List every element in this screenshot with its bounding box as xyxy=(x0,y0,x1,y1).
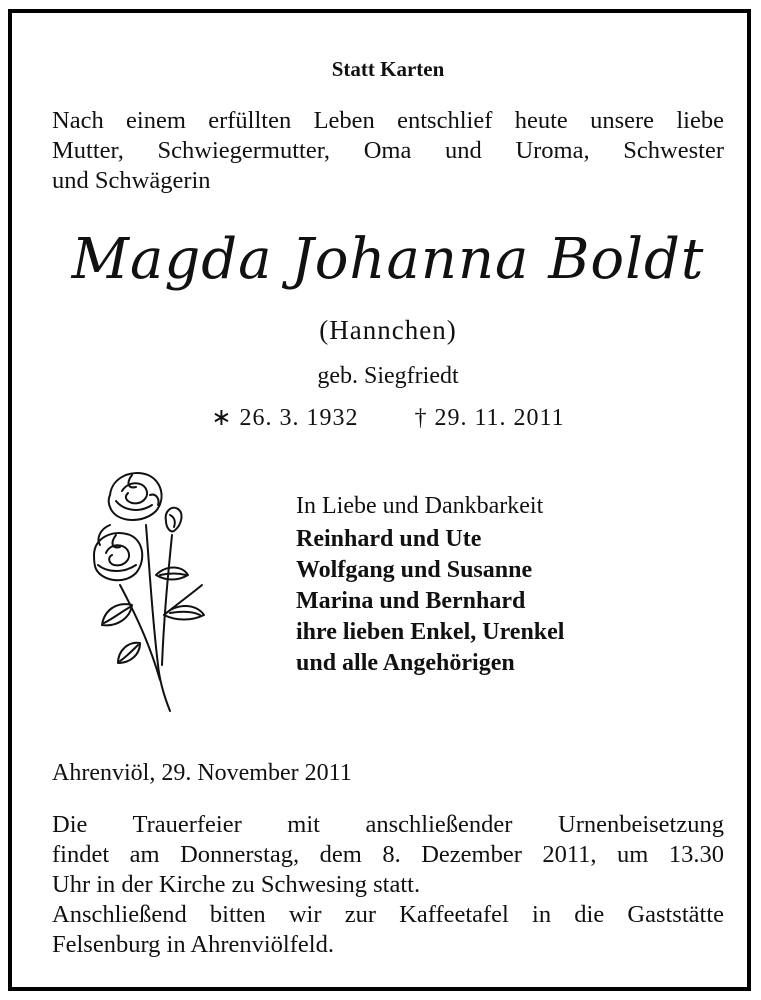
maiden-name: geb. Siegfriedt xyxy=(317,363,459,389)
deceased-nickname: (Hannchen) xyxy=(319,315,457,345)
service-line: findet am Donnerstag, dem 8. Dezember 2011, um 13.30 xyxy=(52,841,724,868)
rose-illustration-icon xyxy=(80,465,220,715)
mourner-line: Wolfgang und Susanne xyxy=(296,557,533,583)
intro-line: Mutter, Schwiegermutter, Oma und Uroma, Schwester xyxy=(52,137,724,164)
birth-date: ∗ 26. 3. 1932 xyxy=(211,405,359,431)
mourner-line: Marina und Bernhard xyxy=(296,588,526,614)
mourner-line: und alle Angehörigen xyxy=(296,650,515,676)
service-details xyxy=(52,810,724,960)
notice-frame xyxy=(8,9,751,991)
service-line: Uhr in der Kirche zu Schwesing statt. xyxy=(52,871,421,898)
service-line: Anschließend bitten wir zur Kaffeetafel in die Gaststätte xyxy=(52,901,724,928)
intro-line: Nach einem erfüllten Leben entschlief heute unsere liebe xyxy=(52,107,724,134)
notice-heading: Statt Karten xyxy=(331,57,445,81)
mourners-lead: In Liebe und Dankbarkeit xyxy=(296,493,544,519)
place-and-date: Ahrenviöl, 29. November 2011 xyxy=(52,760,352,786)
intro-line: und Schwägerin xyxy=(52,167,211,194)
life-dates xyxy=(52,403,724,432)
deceased-name: Magda Johanna Boldt xyxy=(71,227,705,292)
mourners-block xyxy=(296,491,736,679)
death-date: † 29. 11. 2011 xyxy=(414,405,565,431)
mourner-line: ihre lieben Enkel, Urenkel xyxy=(296,619,565,645)
mourner-line: Reinhard und Ute xyxy=(296,526,482,552)
service-line: Felsenburg in Ahrenviölfeld. xyxy=(52,931,334,958)
service-line: Die Trauerfeier mit anschließender Urnenbeisetzung xyxy=(52,811,724,838)
intro-text xyxy=(52,106,724,196)
